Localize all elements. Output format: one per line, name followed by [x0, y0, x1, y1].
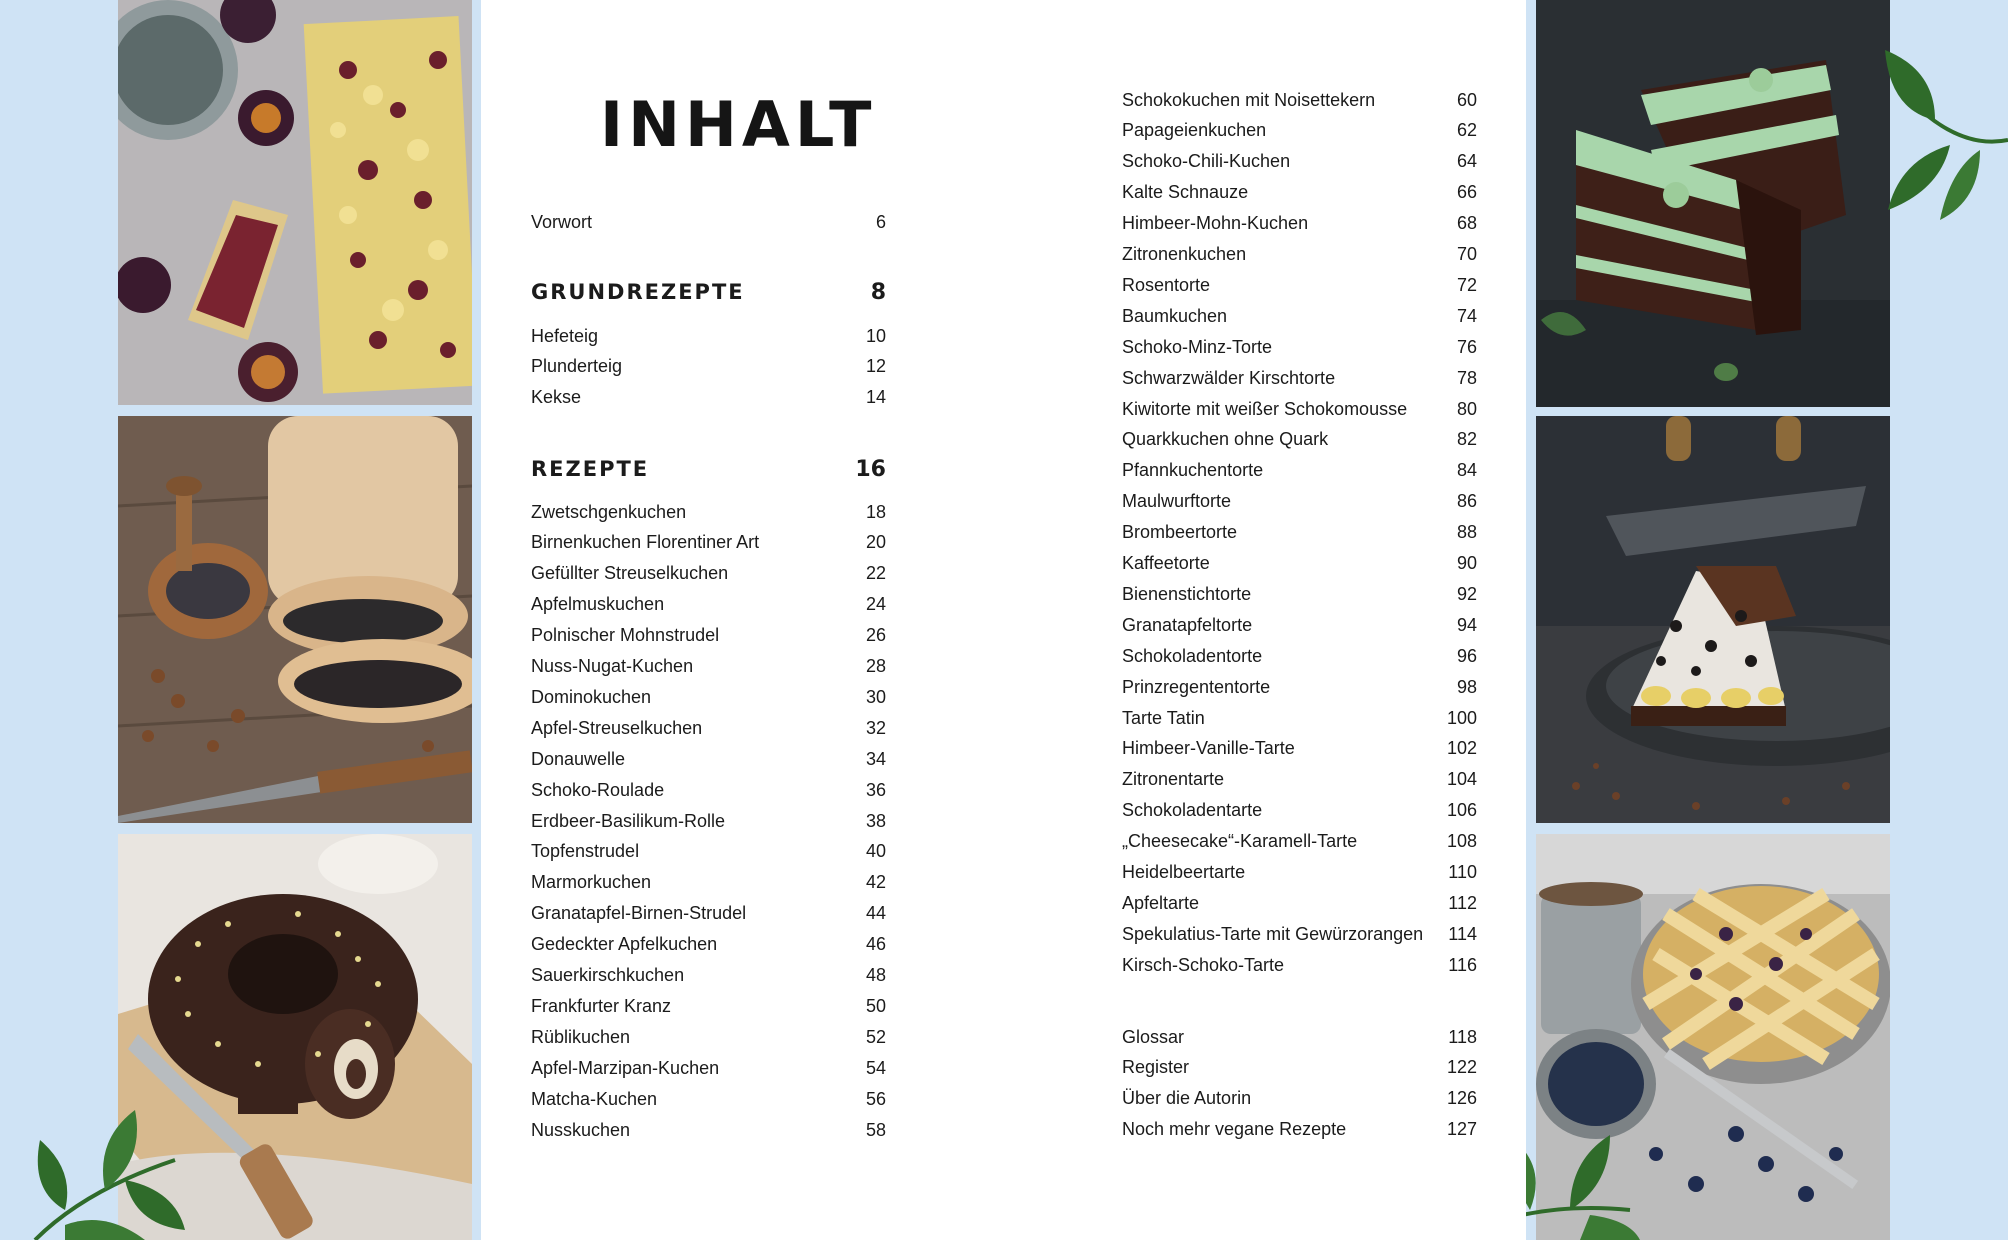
toc-entry-page: 42 — [865, 872, 886, 893]
toc-entry-label: Marmorkuchen — [531, 872, 652, 893]
toc-entry[interactable] — [1122, 858, 1477, 888]
toc-entry[interactable] — [1122, 301, 1477, 331]
plum-crumble-cake-photo — [118, 0, 472, 405]
toc-entry-page: 126 — [1446, 1088, 1477, 1109]
toc-entry-label: Baumkuchen — [1122, 305, 1228, 326]
toc-entry-page: 60 — [1456, 89, 1477, 110]
toc-entry-label: Erdbeer-Basilikum-Rolle — [531, 810, 726, 831]
toc-entry-label: Himbeer-Vanille-Tarte — [1122, 738, 1295, 759]
toc-entry-page: 106 — [1446, 800, 1477, 821]
toc-entry[interactable] — [531, 621, 886, 651]
toc-entry[interactable] — [1122, 734, 1477, 764]
toc-entry-label: Über die Autorin — [1122, 1088, 1252, 1109]
toc-entry-label: Granatapfeltorte — [1122, 614, 1253, 635]
toc-entry-page: 54 — [865, 1057, 886, 1078]
toc-entry-label: Apfel-Streuselkuchen — [531, 717, 703, 738]
toc-entry-page: 22 — [865, 563, 886, 584]
toc-entry[interactable] — [531, 1084, 886, 1114]
toc-entry[interactable] — [1122, 240, 1477, 270]
toc-entry-page: 104 — [1446, 769, 1477, 790]
toc-entry-page: 114 — [1448, 923, 1477, 944]
toc-entry-label: Topfenstrudel — [531, 841, 640, 862]
toc-entry[interactable] — [1122, 1022, 1477, 1052]
toc-entry-label: Zitronentarte — [1122, 769, 1225, 790]
toc-entry-page: 30 — [865, 686, 886, 707]
toc-entry-label: Polnischer Mohnstrudel — [531, 625, 720, 646]
toc-entry-label: Apfeltarte — [1122, 892, 1200, 913]
toc-entry[interactable] — [1122, 85, 1477, 115]
toc-entry-label: Tarte Tatin — [1122, 707, 1205, 728]
toc-entry-page: 62 — [1456, 120, 1477, 141]
toc-entry-page: 112 — [1448, 892, 1477, 913]
toc-entry-page: 96 — [1456, 645, 1477, 666]
toc-entry[interactable] — [1122, 178, 1477, 208]
toc-entry-page: 110 — [1448, 862, 1477, 882]
toc-entry[interactable] — [531, 352, 886, 382]
toc-entry-label: Schokokuchen mit Noisettekern — [1122, 89, 1376, 110]
toc-entry-page: 86 — [1456, 491, 1477, 512]
toc-entry-page: 92 — [1456, 583, 1477, 604]
toc-entry-page: 70 — [1456, 244, 1477, 264]
toc-entry[interactable] — [1122, 147, 1477, 177]
toc-entry[interactable] — [1122, 703, 1477, 733]
toc-entry-label: Sauerkirschkuchen — [531, 965, 685, 985]
toc-entry[interactable] — [531, 528, 886, 558]
toc-entry-label: Prinzregententorte — [1122, 676, 1271, 697]
toc-entry-page: 28 — [865, 656, 886, 676]
toc-entry[interactable] — [1122, 549, 1477, 579]
toc-entry-label: Kalte Schnauze — [1122, 182, 1249, 203]
toc-entry-label: Donauwelle — [531, 748, 626, 769]
toc-entry-page: 44 — [865, 903, 886, 924]
toc-entry-label: Schoko-Minz-Torte — [1122, 336, 1273, 357]
poppy-seed-strudel-photo — [118, 416, 472, 823]
toc-entry-label: Schokoladentorte — [1122, 645, 1263, 666]
toc-entry-page: 122 — [1446, 1057, 1477, 1078]
toc-entry-page: 118 — [1448, 1026, 1477, 1047]
toc-entry[interactable] — [1122, 1053, 1477, 1083]
toc-entry[interactable] — [1122, 765, 1477, 795]
toc-entry-label: Papageienkuchen — [1122, 120, 1267, 141]
toc-entry-page: 48 — [865, 965, 886, 985]
toc-entry[interactable] — [531, 559, 886, 589]
toc-entry[interactable] — [1122, 394, 1477, 424]
leaf-sprig-bottom-left-icon — [25, 1100, 185, 1240]
toc-entry-label: Himbeer-Mohn-Kuchen — [1122, 213, 1309, 234]
chocolate-crumble-cake-photo — [1536, 416, 1890, 823]
toc-entry[interactable] — [1122, 518, 1477, 548]
toc-entry[interactable] — [531, 713, 886, 743]
toc-entry[interactable] — [531, 775, 886, 805]
toc-entry[interactable] — [1122, 641, 1477, 671]
toc-entry-label: Bienenstichtorte — [1122, 583, 1252, 604]
toc-entry[interactable] — [1122, 456, 1477, 486]
toc-entry-label: Gedeckter Apfelkuchen — [531, 934, 718, 955]
toc-entry-label: Schoko-Roulade — [531, 779, 665, 800]
toc-entry-label: Spekulatius-Tarte mit Gewürzorangen — [1122, 923, 1424, 944]
leaf-sprig-top-right-icon — [1880, 40, 2008, 220]
toc-entry-page: 38 — [865, 810, 886, 831]
toc-entry[interactable] — [1122, 332, 1477, 362]
page-title: INHALT — [600, 88, 877, 161]
toc-entry[interactable] — [1122, 950, 1477, 980]
toc-entry[interactable] — [531, 991, 886, 1021]
toc-entry[interactable] — [531, 930, 886, 960]
toc-entry-page: 14 — [865, 386, 886, 407]
section-heading-grundrezepte[interactable] — [531, 275, 886, 309]
toc-entry-page: 80 — [1456, 398, 1477, 419]
toc-entry-page: 102 — [1446, 738, 1477, 759]
toc-entry-page: 94 — [1456, 614, 1477, 635]
section-heading-rezepte[interactable] — [531, 452, 886, 486]
toc-entry[interactable] — [1122, 827, 1477, 857]
toc-entry[interactable] — [1122, 425, 1477, 455]
toc-entry-page: 64 — [1456, 151, 1477, 172]
toc-entry-label: Nuss-Nugat-Kuchen — [531, 656, 694, 676]
toc-entry[interactable] — [1122, 116, 1477, 146]
toc-entry-page: 6 — [875, 211, 886, 232]
toc-entry-page: 52 — [865, 1026, 886, 1047]
section-heading-page: 16 — [855, 456, 886, 482]
toc-entry-label: Birnenkuchen Florentiner Art — [531, 532, 760, 553]
toc-entry[interactable] — [531, 806, 886, 836]
toc-entry-page: 88 — [1456, 522, 1477, 543]
toc-entry-label: Apfel-Marzipan-Kuchen — [531, 1057, 720, 1078]
toc-entry[interactable] — [1122, 363, 1477, 393]
toc-entry[interactable] — [531, 868, 886, 898]
toc-entry-label: Granatapfel-Birnen-Strudel — [531, 903, 747, 924]
toc-entry[interactable] — [531, 382, 886, 412]
toc-entry[interactable] — [1122, 579, 1477, 609]
toc-entry[interactable] — [531, 682, 886, 712]
toc-entry-label: Hefeteig — [531, 325, 599, 346]
toc-entry-label: Zitronenkuchen — [1122, 244, 1247, 264]
toc-entry[interactable] — [1122, 487, 1477, 517]
toc-entry-page: 40 — [865, 841, 886, 862]
toc-entry[interactable] — [1122, 610, 1477, 640]
toc-entry-page: 50 — [865, 995, 886, 1016]
toc-entry-label: Zwetschgenkuchen — [531, 501, 687, 522]
toc-entry[interactable] — [1122, 888, 1477, 918]
toc-entry-page: 84 — [1456, 460, 1477, 481]
toc-entry[interactable] — [1122, 209, 1477, 239]
toc-entry[interactable] — [531, 1115, 886, 1145]
toc-entry-page: 58 — [865, 1119, 886, 1140]
toc-entry[interactable] — [531, 652, 886, 682]
toc-entry-label: Rosentorte — [1122, 274, 1211, 295]
toc-entry-label: Noch mehr vegane Rezepte — [1122, 1119, 1347, 1140]
toc-entry-label: Kirsch-Schoko-Tarte — [1122, 954, 1285, 975]
toc-entry-page: 34 — [865, 748, 886, 769]
toc-entry[interactable] — [531, 961, 886, 991]
toc-entry-page: 12 — [865, 356, 886, 377]
toc-entry-page: 98 — [1456, 676, 1477, 697]
toc-entry-label: Plunderteig — [531, 356, 623, 377]
toc-entry-label: „Cheesecake“-Karamell-Tarte — [1122, 831, 1358, 852]
toc-entry-page: 32 — [865, 717, 886, 738]
mint-chocolate-cake-photo — [1536, 0, 1890, 407]
toc-entry[interactable] — [531, 1022, 886, 1052]
toc-entry[interactable] — [531, 590, 886, 620]
toc-entry-label: Dominokuchen — [531, 686, 652, 707]
toc-entry[interactable] — [1122, 1084, 1477, 1114]
toc-entry-page: 26 — [865, 625, 886, 646]
section-heading-page: 8 — [870, 279, 886, 305]
toc-entry-label: Rüblikuchen — [531, 1026, 631, 1047]
toc-entry-label: Register — [1122, 1057, 1190, 1078]
toc-entry-label: Kiwitorte mit weißer Schokomousse — [1122, 398, 1408, 419]
toc-entry-label: Frankfurter Kranz — [531, 995, 672, 1016]
toc-entry-label: Pfannkuchentorte — [1122, 460, 1264, 481]
section-heading-label: GRUNDREZEPTE — [531, 280, 745, 304]
toc-entry-label: Maulwurftorte — [1122, 491, 1232, 512]
toc-entry-label: Kaffeetorte — [1122, 553, 1210, 573]
toc-entry-label: Schwarzwälder Kirschtorte — [1122, 367, 1336, 388]
toc-entry-page: 46 — [865, 934, 886, 955]
toc-entry-page: 56 — [865, 1088, 886, 1109]
toc-entry[interactable] — [1122, 1115, 1477, 1145]
toc-entry[interactable] — [531, 497, 886, 527]
toc-entry-label: Nusskuchen — [531, 1119, 631, 1140]
toc-entry-page: 108 — [1446, 831, 1477, 852]
toc-entry-label: Matcha-Kuchen — [531, 1088, 658, 1109]
toc-entry-page: 18 — [865, 501, 886, 522]
toc-entry-page: 68 — [1456, 213, 1477, 234]
toc-entry-page: 24 — [865, 594, 886, 615]
toc-entry[interactable] — [531, 207, 886, 237]
toc-entry-label: Schoko-Chili-Kuchen — [1122, 151, 1291, 172]
toc-entry-label: Glossar — [1122, 1026, 1185, 1047]
toc-entry[interactable] — [531, 1053, 886, 1083]
toc-entry[interactable] — [531, 899, 886, 929]
toc-entry-page: 78 — [1456, 367, 1477, 388]
toc-entry-page: 100 — [1446, 707, 1477, 728]
toc-entry[interactable] — [1122, 270, 1477, 300]
toc-entry-page: 82 — [1456, 429, 1477, 450]
toc-entry-page: 72 — [1456, 274, 1477, 295]
toc-entry-label: Brombeertorte — [1122, 522, 1238, 543]
toc-entry-page: 36 — [865, 779, 886, 800]
toc-entry-page: 116 — [1448, 954, 1477, 975]
toc-entry-label: Heidelbeertarte — [1122, 862, 1246, 882]
toc-entry-label: Gefüllter Streuselkuchen — [531, 563, 729, 584]
toc-entry[interactable] — [531, 837, 886, 867]
toc-entry-label: Schokoladentarte — [1122, 800, 1263, 821]
toc-entry-page: 10 — [865, 325, 886, 346]
toc-entry-page: 66 — [1456, 182, 1477, 203]
toc-entry-page: 90 — [1456, 553, 1477, 573]
toc-entry-page: 76 — [1456, 336, 1477, 357]
section-heading-label: REZEPTE — [531, 457, 650, 481]
toc-entry[interactable] — [1122, 672, 1477, 702]
toc-entry[interactable] — [1122, 796, 1477, 826]
toc-entry-label: Quarkkuchen ohne Quark — [1122, 429, 1329, 450]
toc-entry-page: 20 — [865, 532, 886, 553]
toc-entry-page: 127 — [1446, 1119, 1477, 1140]
toc-entry[interactable] — [1122, 919, 1477, 949]
toc-entry[interactable] — [531, 321, 886, 351]
toc-entry-page: 74 — [1456, 305, 1477, 326]
toc-entry[interactable] — [531, 744, 886, 774]
toc-entry-label: Vorwort — [531, 211, 593, 232]
toc-entry-label: Apfelmuskuchen — [531, 594, 665, 615]
toc-entry-label: Kekse — [531, 386, 582, 407]
